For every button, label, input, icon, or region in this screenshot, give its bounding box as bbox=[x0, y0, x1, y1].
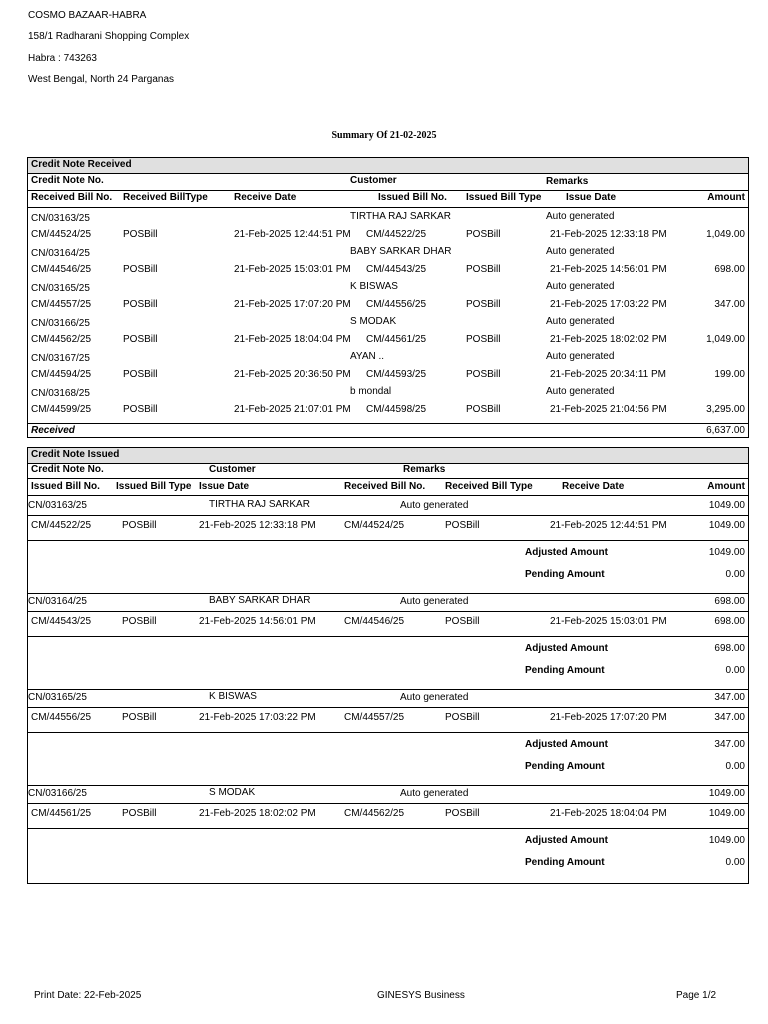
divider bbox=[28, 540, 748, 541]
divider bbox=[28, 423, 748, 424]
issued-bill-type: POSBill bbox=[466, 299, 501, 310]
col-receive-date: Receive Date bbox=[562, 481, 625, 492]
received-bill-type: POSBill bbox=[123, 404, 158, 415]
divider bbox=[28, 593, 748, 594]
col-received-bill-type: Received BillType bbox=[123, 192, 208, 203]
issued-bill-type: POSBill bbox=[466, 404, 501, 415]
divider bbox=[28, 785, 748, 786]
col-received-bill-no: Received Bill No. bbox=[31, 192, 113, 203]
remarks: Auto generated bbox=[400, 596, 469, 607]
receive-date: 21-Feb-2025 12:44:51 PM bbox=[550, 520, 667, 531]
adjusted-amount: 698.00 bbox=[714, 643, 745, 654]
customer-name: b mondal bbox=[350, 386, 392, 397]
received-bill-type: POSBill bbox=[123, 299, 158, 310]
divider bbox=[28, 636, 748, 637]
remarks: Auto generated bbox=[546, 351, 615, 362]
amount: 199.00 bbox=[714, 369, 745, 380]
divider bbox=[28, 207, 748, 208]
divider bbox=[28, 515, 748, 516]
amount: 1,049.00 bbox=[706, 334, 745, 345]
received-bill-type: POSBill bbox=[123, 334, 158, 345]
col-received-bill-no: Received Bill No. bbox=[344, 481, 426, 492]
receive-date: 21-Feb-2025 20:36:50 PM bbox=[234, 369, 351, 380]
receive-date: 21-Feb-2025 17:07:20 PM bbox=[234, 299, 351, 310]
issue-date: 21-Feb-2025 17:03:22 PM bbox=[550, 299, 667, 310]
received-bill-no: CM/44546/25 bbox=[31, 264, 92, 275]
received-bill-type: POSBill bbox=[445, 712, 480, 723]
issue-date: 21-Feb-2025 14:56:01 PM bbox=[199, 616, 316, 627]
divider bbox=[28, 478, 748, 479]
col-amount: Amount bbox=[707, 481, 745, 492]
col-credit-note-no: Credit Note No. bbox=[31, 175, 104, 186]
issued-bill-type: POSBill bbox=[122, 808, 157, 819]
customer-name: BABY SARKAR DHAR bbox=[209, 595, 311, 606]
pending-amount-label: Pending Amount bbox=[525, 569, 605, 580]
credit-note-issued-section bbox=[27, 447, 749, 884]
pending-amount-label: Pending Amount bbox=[525, 761, 605, 772]
customer-name: K BISWAS bbox=[350, 281, 398, 292]
receive-date: 21-Feb-2025 21:07:01 PM bbox=[234, 404, 351, 415]
col-customer: Customer bbox=[350, 175, 397, 186]
remarks: Auto generated bbox=[400, 692, 469, 703]
issued-bill-no: CM/44561/25 bbox=[366, 334, 427, 345]
customer-name: S MODAK bbox=[350, 316, 397, 327]
amount: 1049.00 bbox=[708, 808, 745, 819]
credit-note-no: CN/03165/25 bbox=[28, 692, 87, 703]
issued-bill-no: CM/44522/25 bbox=[31, 520, 92, 531]
customer-name: BABY SARKAR DHAR bbox=[350, 246, 452, 257]
print-date: Print Date: 22-Feb-2025 bbox=[34, 990, 142, 1001]
company-address-line1: 158/1 Radharani Shopping Complex bbox=[28, 31, 190, 42]
credit-note-amount: 347.00 bbox=[714, 692, 745, 703]
received-bill-no: CM/44524/25 bbox=[31, 229, 92, 240]
remarks: Auto generated bbox=[546, 246, 615, 257]
footer-brand: GINESYS Business bbox=[377, 990, 465, 1001]
divider bbox=[28, 732, 748, 733]
customer-name: K BISWAS bbox=[209, 691, 257, 702]
received-bill-no: CM/44599/25 bbox=[31, 404, 92, 415]
adjusted-amount: 1049.00 bbox=[708, 547, 745, 558]
issue-date: 21-Feb-2025 14:56:01 PM bbox=[550, 264, 667, 275]
adjusted-amount: 347.00 bbox=[714, 739, 745, 750]
issued-bill-no: CM/44543/25 bbox=[366, 264, 427, 275]
divider bbox=[28, 707, 748, 708]
credit-note-no: CN/03163/25 bbox=[28, 500, 87, 511]
receive-date: 21-Feb-2025 12:44:51 PM bbox=[234, 229, 351, 240]
section-title: Credit Note Received bbox=[31, 159, 132, 170]
amount: 1,049.00 bbox=[706, 229, 745, 240]
divider bbox=[28, 828, 748, 829]
credit-note-no: CN/03167/25 bbox=[31, 353, 90, 364]
remarks: Auto generated bbox=[546, 316, 615, 327]
credit-note-amount: 698.00 bbox=[714, 596, 745, 607]
received-bill-type: POSBill bbox=[445, 808, 480, 819]
credit-note-no: CN/03166/25 bbox=[31, 318, 90, 329]
divider bbox=[28, 190, 748, 191]
issued-bill-type: POSBill bbox=[466, 369, 501, 380]
received-bill-type: POSBill bbox=[123, 229, 158, 240]
company-address-line2: Habra : 743263 bbox=[28, 53, 97, 64]
col-remarks: Remarks bbox=[546, 176, 589, 187]
amount: 698.00 bbox=[714, 616, 745, 627]
col-received-bill-type: Received Bill Type bbox=[445, 481, 533, 492]
pending-amount-label: Pending Amount bbox=[525, 665, 605, 676]
credit-note-no: CN/03164/25 bbox=[31, 248, 90, 259]
col-issued-bill-type: Issued Bill Type bbox=[116, 481, 192, 492]
pending-amount: 0.00 bbox=[725, 761, 745, 772]
company-name: COSMO BAZAAR-HABRA bbox=[28, 10, 147, 21]
credit-note-no: CN/03168/25 bbox=[31, 388, 90, 399]
divider bbox=[28, 803, 748, 804]
adjusted-amount-label: Adjusted Amount bbox=[525, 739, 608, 750]
issued-bill-type: POSBill bbox=[466, 334, 501, 345]
issue-date: 21-Feb-2025 17:03:22 PM bbox=[199, 712, 316, 723]
credit-note-received-section bbox=[27, 157, 749, 438]
issue-date: 21-Feb-2025 12:33:18 PM bbox=[199, 520, 316, 531]
remarks: Auto generated bbox=[546, 386, 615, 397]
issued-bill-type: POSBill bbox=[122, 616, 157, 627]
pending-amount: 0.00 bbox=[725, 857, 745, 868]
received-bill-no: CM/44557/25 bbox=[344, 712, 405, 723]
report-title: Summary Of 21-02-2025 bbox=[331, 130, 437, 141]
issued-bill-no: CM/44522/25 bbox=[366, 229, 427, 240]
amount: 347.00 bbox=[714, 299, 745, 310]
customer-name: TIRTHA RAJ SARKAR bbox=[209, 499, 310, 510]
received-bill-type: POSBill bbox=[123, 369, 158, 380]
divider bbox=[28, 495, 748, 496]
issue-date: 21-Feb-2025 18:02:02 PM bbox=[550, 334, 667, 345]
received-total-amount: 6,637.00 bbox=[706, 425, 745, 436]
receive-date: 21-Feb-2025 18:04:04 PM bbox=[234, 334, 351, 345]
section-header-bar bbox=[28, 448, 748, 464]
col-amount: Amount bbox=[707, 192, 745, 203]
section-header-bar bbox=[28, 158, 748, 174]
adjusted-amount-label: Adjusted Amount bbox=[525, 835, 608, 846]
issued-bill-no: CM/44543/25 bbox=[31, 616, 92, 627]
amount: 1049.00 bbox=[708, 520, 745, 531]
receive-date: 21-Feb-2025 15:03:01 PM bbox=[550, 616, 667, 627]
issued-bill-type: POSBill bbox=[466, 264, 501, 275]
col-receive-date: Receive Date bbox=[234, 192, 297, 203]
issued-bill-type: POSBill bbox=[122, 712, 157, 723]
issued-bill-type: POSBill bbox=[466, 229, 501, 240]
credit-note-no: CN/03163/25 bbox=[31, 213, 90, 224]
issue-date: 21-Feb-2025 21:04:56 PM bbox=[550, 404, 667, 415]
credit-note-no: CN/03164/25 bbox=[28, 596, 87, 607]
received-bill-type: POSBill bbox=[445, 616, 480, 627]
receive-date: 21-Feb-2025 17:07:20 PM bbox=[550, 712, 667, 723]
col-remarks: Remarks bbox=[403, 464, 446, 475]
customer-name: AYAN .. bbox=[350, 351, 385, 362]
received-bill-no: CM/44546/25 bbox=[344, 616, 405, 627]
company-address-line3: West Bengal, North 24 Parganas bbox=[28, 74, 175, 85]
pending-amount: 0.00 bbox=[725, 569, 745, 580]
receive-date: 21-Feb-2025 18:04:04 PM bbox=[550, 808, 667, 819]
received-bill-no: CM/44557/25 bbox=[31, 299, 92, 310]
adjusted-amount-label: Adjusted Amount bbox=[525, 547, 608, 558]
receive-date: 21-Feb-2025 15:03:01 PM bbox=[234, 264, 351, 275]
received-total-label: Received bbox=[31, 425, 75, 436]
col-issued-bill-type: Issued Bill Type bbox=[466, 192, 542, 203]
issued-bill-no: CM/44593/25 bbox=[366, 369, 427, 380]
divider bbox=[28, 689, 748, 690]
issued-bill-type: POSBill bbox=[122, 520, 157, 531]
issued-bill-no: CM/44556/25 bbox=[366, 299, 427, 310]
received-bill-no: CM/44524/25 bbox=[344, 520, 405, 531]
received-bill-no: CM/44594/25 bbox=[31, 369, 92, 380]
remarks: Auto generated bbox=[400, 500, 469, 511]
credit-note-no: CN/03165/25 bbox=[31, 283, 90, 294]
issue-date: 21-Feb-2025 18:02:02 PM bbox=[199, 808, 316, 819]
adjusted-amount: 1049.00 bbox=[708, 835, 745, 846]
pending-amount-label: Pending Amount bbox=[525, 857, 605, 868]
issued-bill-no: CM/44556/25 bbox=[31, 712, 92, 723]
credit-note-no: CN/03166/25 bbox=[28, 788, 87, 799]
credit-note-amount: 1049.00 bbox=[708, 500, 745, 511]
customer-name: TIRTHA RAJ SARKAR bbox=[350, 211, 451, 222]
col-issue-date: Issue Date bbox=[199, 481, 250, 492]
remarks: Auto generated bbox=[546, 281, 615, 292]
received-bill-type: POSBill bbox=[123, 264, 158, 275]
received-bill-no: CM/44562/25 bbox=[344, 808, 405, 819]
col-issue-date: Issue Date bbox=[566, 192, 617, 203]
issue-date: 21-Feb-2025 12:33:18 PM bbox=[550, 229, 667, 240]
amount: 698.00 bbox=[714, 264, 745, 275]
col-customer: Customer bbox=[209, 464, 256, 475]
remarks: Auto generated bbox=[400, 788, 469, 799]
issued-bill-no: CM/44561/25 bbox=[31, 808, 92, 819]
adjusted-amount-label: Adjusted Amount bbox=[525, 643, 608, 654]
remarks: Auto generated bbox=[546, 211, 615, 222]
credit-note-amount: 1049.00 bbox=[708, 788, 745, 799]
received-bill-type: POSBill bbox=[445, 520, 480, 531]
divider bbox=[28, 611, 748, 612]
issue-date: 21-Feb-2025 20:34:11 PM bbox=[550, 369, 667, 380]
received-bill-no: CM/44562/25 bbox=[31, 334, 92, 345]
amount: 347.00 bbox=[714, 712, 745, 723]
col-issued-bill-no: Issued Bill No. bbox=[31, 481, 100, 492]
amount: 3,295.00 bbox=[706, 404, 745, 415]
page-number: Page 1/2 bbox=[676, 990, 717, 1001]
issued-bill-no: CM/44598/25 bbox=[366, 404, 427, 415]
pending-amount: 0.00 bbox=[725, 665, 745, 676]
col-credit-note-no: Credit Note No. bbox=[31, 464, 104, 475]
customer-name: S MODAK bbox=[209, 787, 256, 798]
section-title: Credit Note Issued bbox=[31, 449, 120, 460]
col-issued-bill-no: Issued Bill No. bbox=[378, 192, 447, 203]
